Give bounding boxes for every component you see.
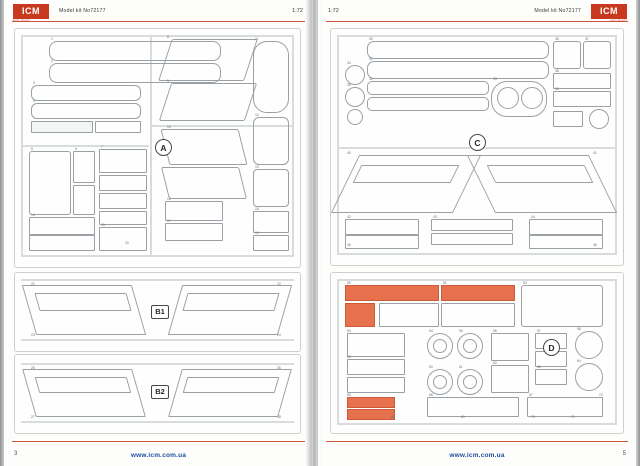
- scale-label-right: 1:72: [328, 8, 339, 14]
- kit-number-right: Model kit No72177: [534, 8, 581, 14]
- kit-number-left: Model kit No72177: [59, 8, 106, 14]
- sprue-frame-c: 30 31 32 33 34 35 36 37 38 39 40 41 42 43 44 45 46 C: [330, 28, 624, 266]
- sprue-frame-b2: 25 26 27 28 B2: [14, 354, 301, 434]
- icm-logo-right: ICM: [591, 4, 627, 19]
- icm-logo-subtitle-left: HOLDING: [13, 19, 30, 23]
- sprue-badge-b2: B2: [151, 385, 169, 399]
- sprue-badge-d: D: [543, 339, 560, 356]
- sprue-badge-b1: B1: [151, 305, 169, 319]
- sprue-frame-a: 1 2 3 4 5 6 7 8 9 10 11 12 13 14 15 16 17 18 19 20 A: [14, 28, 301, 268]
- icm-logo-subtitle-right: HOLDING: [610, 19, 627, 23]
- sprue-badge-a: A: [155, 139, 172, 156]
- page-number-left: 3: [14, 451, 18, 457]
- website-url-left: www.icm.com.ua: [130, 452, 187, 459]
- sprue-badge-c: C: [469, 134, 486, 151]
- footer-rule-left: [12, 441, 305, 442]
- sprue-frame-d: 50 51 52 53 54 55 56 57 58 59 60 61 62 63 64 65 66 67 68 69 70 71 72 D: [330, 272, 624, 434]
- footer-rule-right: [326, 441, 628, 442]
- sprue-frame-b1: 21 22 23 24 B1: [14, 272, 301, 352]
- header-rule-right: [326, 21, 628, 22]
- header-rule-left: [12, 21, 305, 22]
- website-url-right: www.icm.com.ua: [449, 452, 505, 459]
- page-number-right: 5: [622, 451, 626, 457]
- icm-logo-left: ICM: [13, 4, 49, 19]
- scale-label-left: 1:72: [292, 8, 303, 14]
- right-page: [318, 0, 636, 466]
- left-page: [4, 0, 314, 466]
- page-gutter: [306, 0, 322, 466]
